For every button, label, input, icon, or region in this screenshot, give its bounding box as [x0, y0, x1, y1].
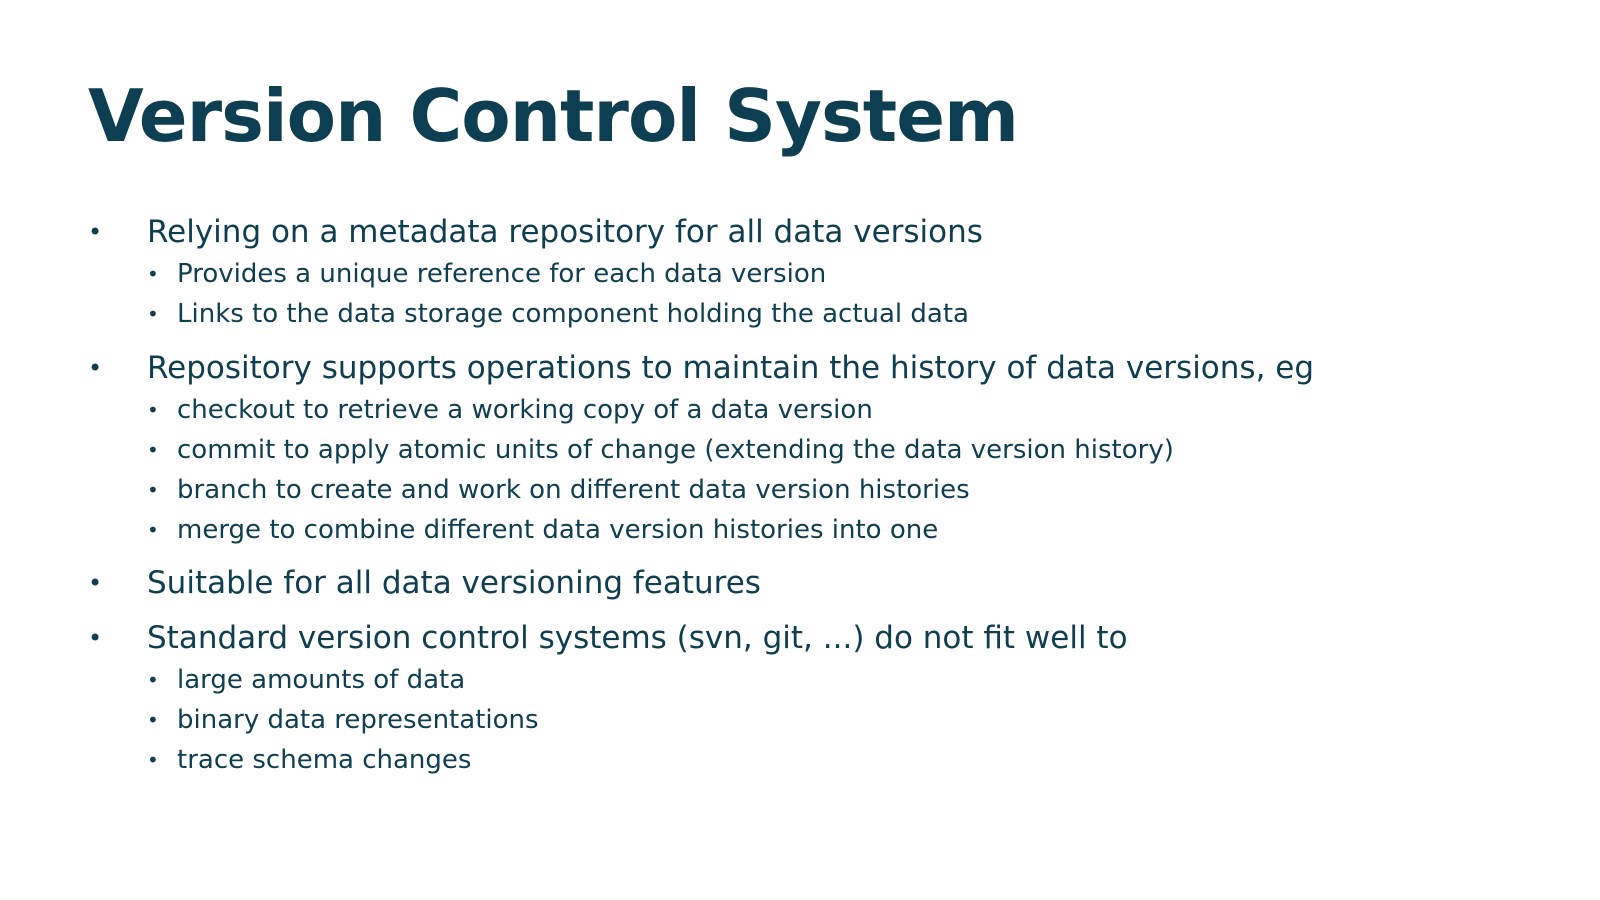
sub-bullet-dot-icon: • [147, 708, 159, 732]
sub-bullet-dot-icon: • [147, 478, 159, 502]
sub-bullet-text: merge to combine different data version histories into one [177, 515, 939, 545]
bullet-dot-icon: • [88, 218, 103, 246]
sub-bullet-dot-icon: • [147, 398, 159, 422]
bullet-dot-icon: • [88, 354, 103, 382]
bullet-dot-icon: • [88, 569, 103, 597]
sub-bullet-text: trace schema changes [177, 745, 472, 775]
sub-bullet-text: Provides a unique reference for each data version [177, 259, 827, 289]
sub-bullet-dot-icon: • [147, 438, 159, 462]
bullet-dot-icon: • [88, 624, 103, 652]
sub-bullet-text: commit to apply atomic units of change (extending the data version history) [177, 435, 1174, 465]
bullet-text: Repository supports operations to maintain the history of data versions, eg [147, 350, 1315, 386]
sub-bullet-text: checkout to retrieve a working copy of a data version [177, 395, 873, 425]
sub-bullet-text: Links to the data storage component holding the actual data [177, 299, 969, 329]
bullet-text: Suitable for all data versioning features [147, 565, 761, 601]
bullet-text: Standard version control systems (svn, git, ...) do not fit well to [147, 620, 1128, 656]
slide-title: Version Control System [88, 74, 1019, 158]
sub-bullet-text: branch to create and work on different data version histories [177, 475, 970, 505]
sub-bullet-dot-icon: • [147, 302, 159, 326]
bullet-list [88, 0, 1568, 900]
sub-bullet-dot-icon: • [147, 748, 159, 772]
sub-bullet-text: binary data representations [177, 705, 539, 735]
sub-bullet-dot-icon: • [147, 668, 159, 692]
sub-bullet-dot-icon: • [147, 262, 159, 286]
sub-bullet-text: large amounts of data [177, 665, 466, 695]
sub-bullet-dot-icon: • [147, 518, 159, 542]
bullet-text: Relying on a metadata repository for all data versions [147, 214, 983, 250]
